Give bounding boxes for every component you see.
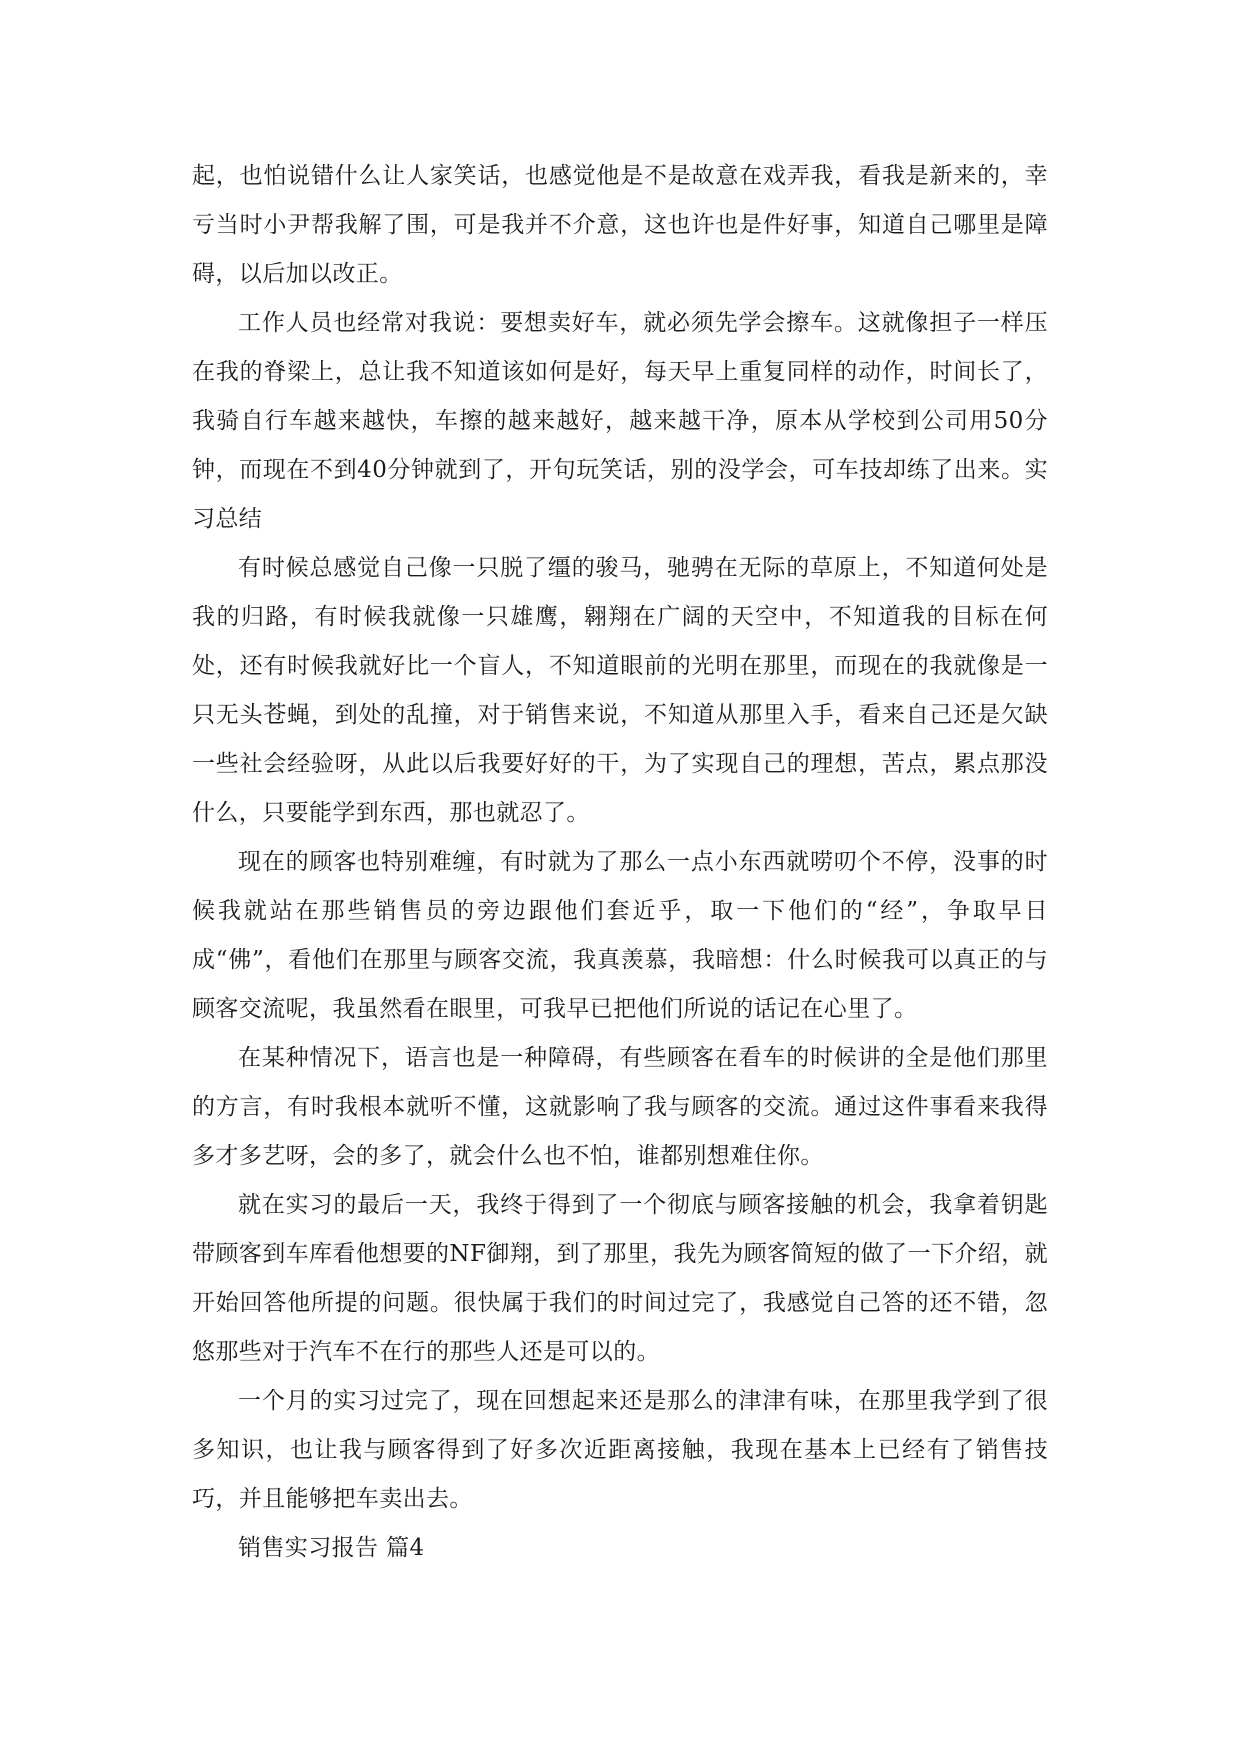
paragraph: 现在的顾客也特别难缠，有时就为了那么一点小东西就唠叨个不停，没事的时候我就站在那些销售员的旁边跟他们套近乎，取一下他们的“经”，争取早日成“佛”，看他们在那里与顾客交流，我真羡慕，我暗想：什么时候我可以真正的与顾客交流呢，我虽然看在眼里，可我早已把他们所说的话记在心里了。	[192, 849, 1048, 1022]
paragraph: 在某种情况下，语言也是一种障碍，有些顾客在看车的时候讲的全是他们那里的方言，有时我根本就听不懂，这就影响了我与顾客的交流。通过这件事看来我得多才多艺呀，会的多了，就会什么也不怕，谁都别想难住你。	[192, 1045, 1048, 1169]
paragraph-continued: 起，也怕说错什么让人家笑话，也感觉他是不是故意在戏弄我，看我是新来的，幸亏当时小尹帮我解了围，可是我并不介意，这也许也是件好事，知道自己哪里是障碍，以后加以改正。	[192, 163, 1048, 287]
paragraph: 有时候总感觉自己像一只脱了缰的骏马，驰骋在无际的草原上，不知道何处是我的归路，有时候我就像一只雄鹰，翱翔在广阔的天空中，不知道我的目标在何处，还有时候我就好比一个盲人，不知道眼前的光明在那里，而现在的我就像是一只无头苍蝇，到处的乱撞，对于销售来说，不知道从那里入手，看来自己还是欠缺一些社会经验呀，从此以后我要好好的干，为了实现自己的理想，苦点，累点那没什么，只要能学到东西，那也就忍了。	[192, 555, 1048, 826]
section-heading: 销售实习报告 篇4	[238, 1535, 425, 1561]
paragraph: 一个月的实习过完了，现在回想起来还是那么的津津有味，在那里我学到了很多知识，也让我与顾客得到了好多次近距离接触，我现在基本上已经有了销售技巧，并且能够把车卖出去。	[192, 1388, 1048, 1512]
paragraph: 就在实习的最后一天，我终于得到了一个彻底与顾客接触的机会，我拿着钥匙带顾客到车库看他想要的NF御翔，到了那里，我先为顾客简短的做了一下介绍，就开始回答他所提的问题。很快属于我们的时间过完了，我感觉自己答的还不错，忽悠那些对于汽车不在行的那些人还是可以的。	[192, 1192, 1048, 1365]
paragraph: 工作人员也经常对我说：要想卖好车，就必须先学会擦车。这就像担子一样压在我的脊梁上，总让我不知道该如何是好，每天早上重复同样的动作，时间长了，我骑自行车越来越快，车擦的越来越好，越来越干净，原本从学校到公司用50分钟，而现在不到40分钟就到了，开句玩笑话，别的没学会，可车技却练了出来。实习总结	[192, 310, 1048, 532]
document-page	[192, 152, 1048, 1573]
